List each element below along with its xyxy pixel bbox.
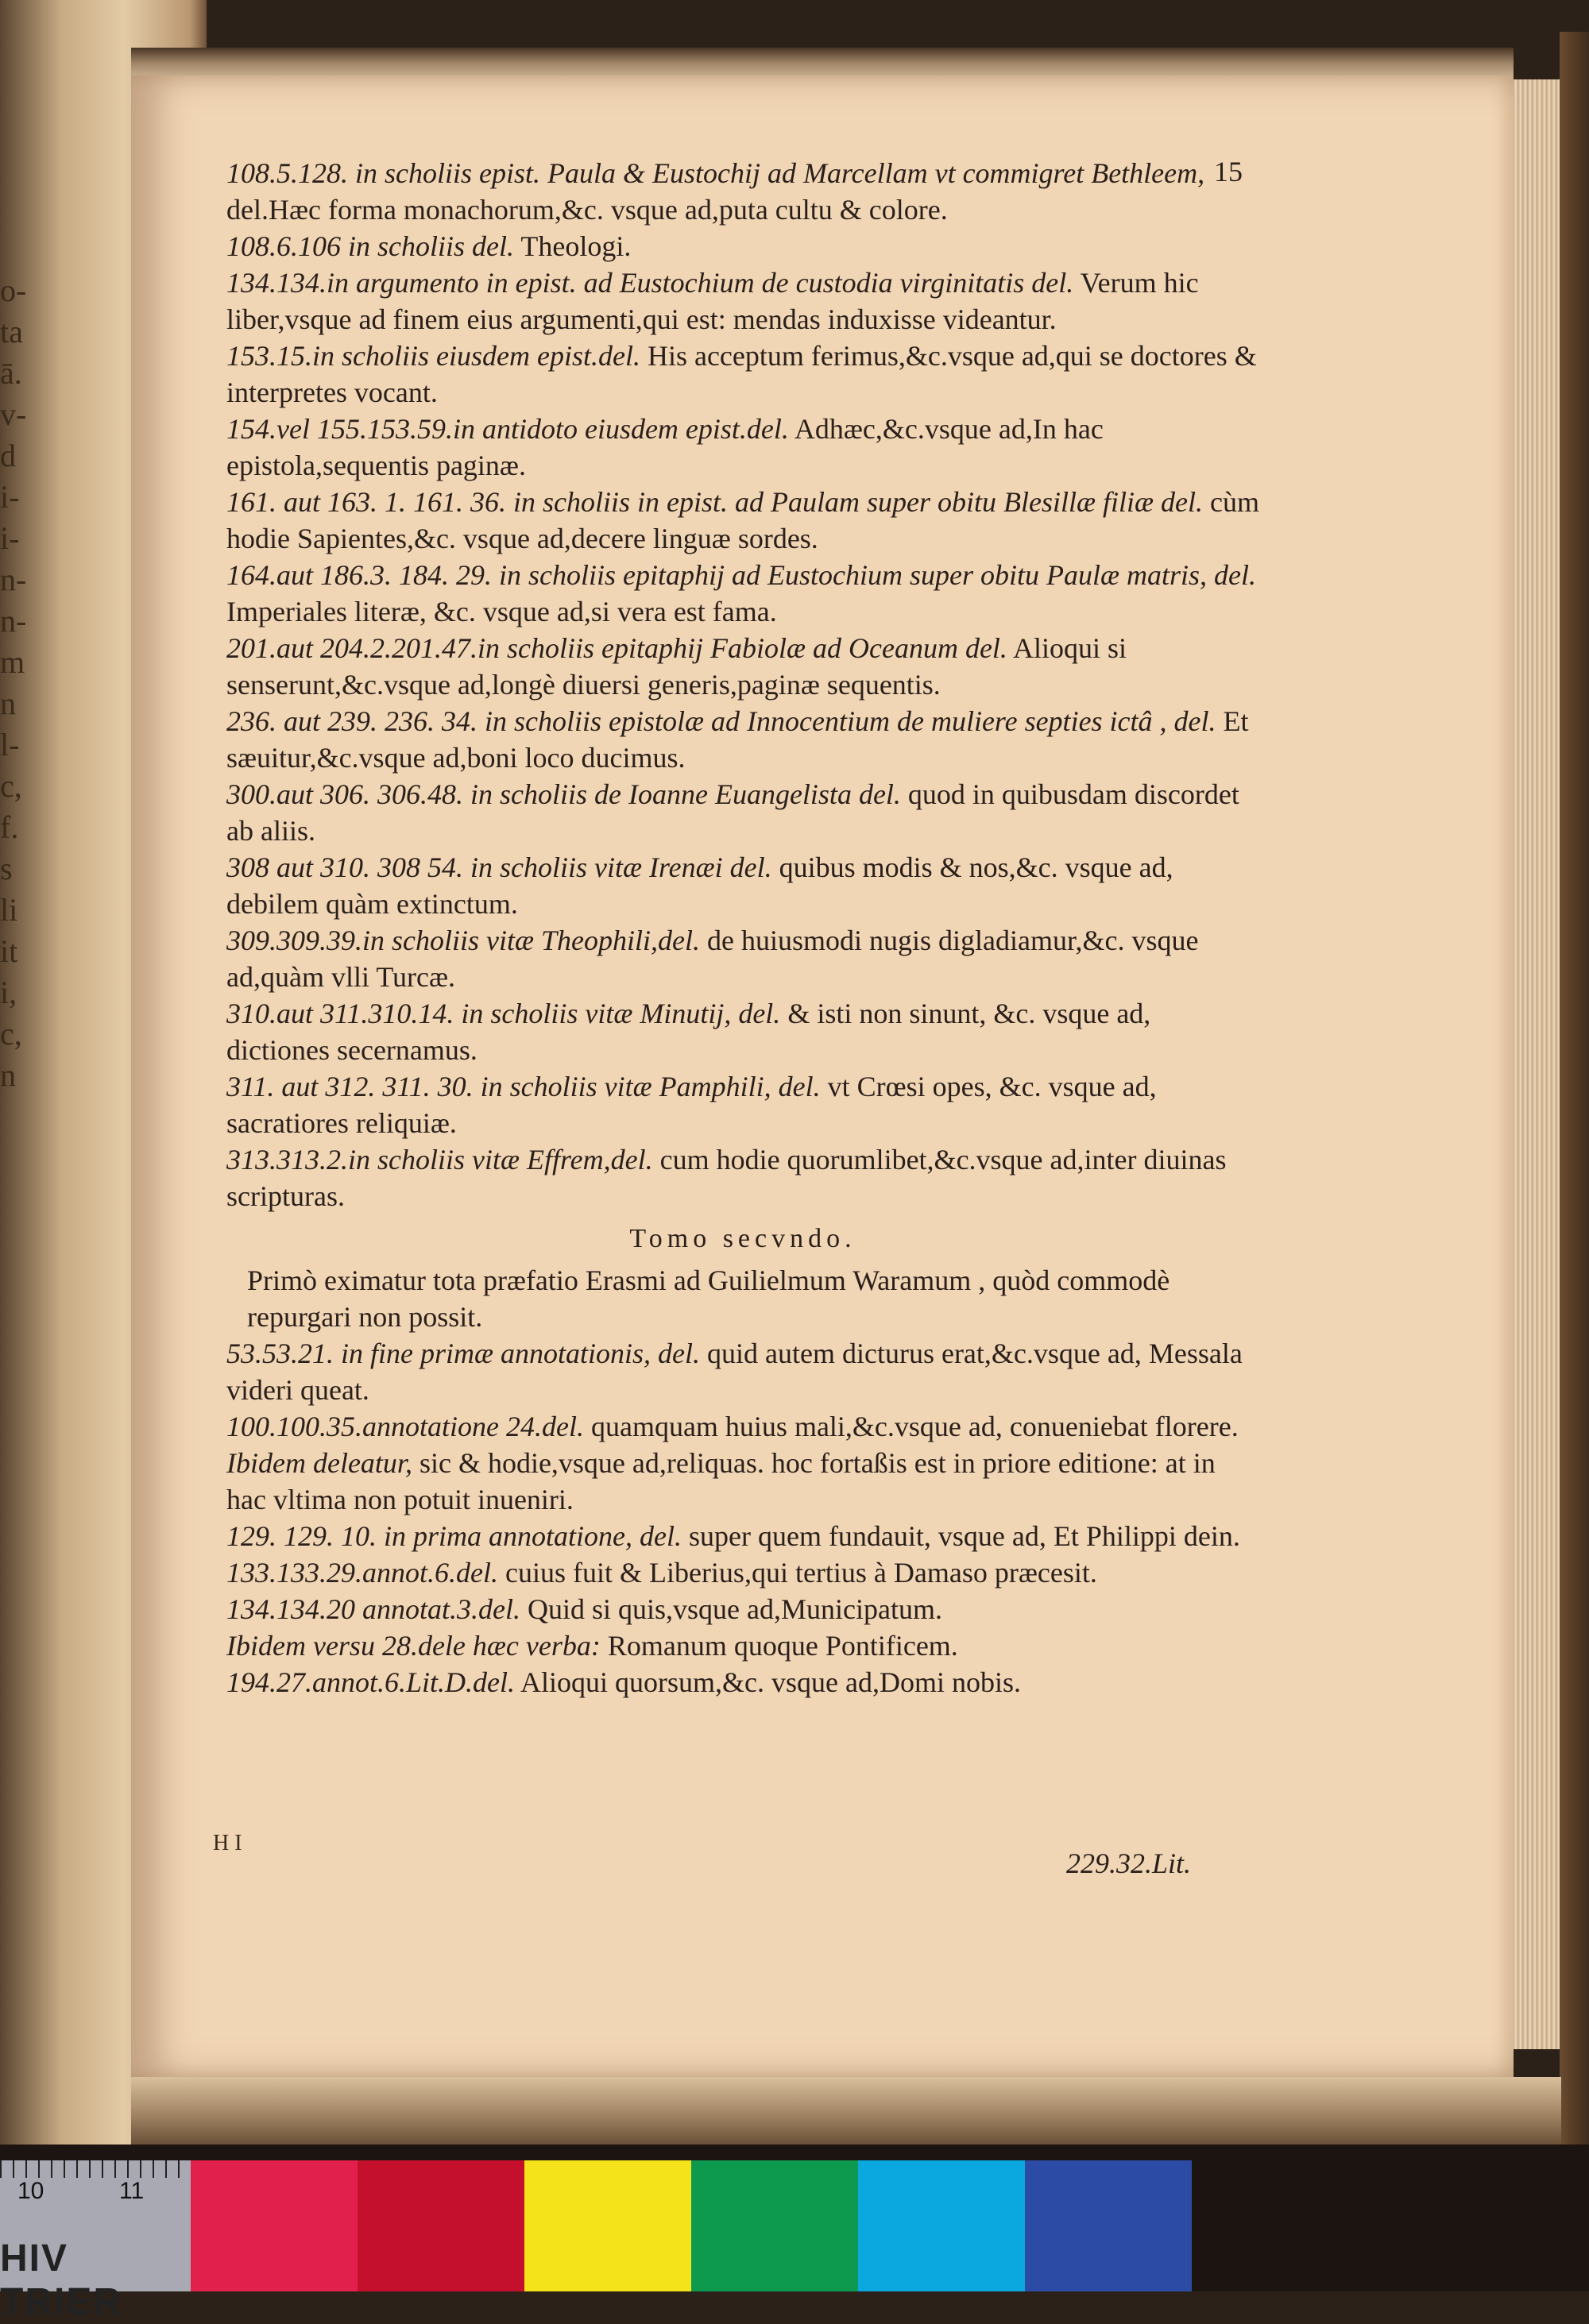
errata-entry	[226, 338, 1259, 411]
entry-reference: 308 aut 310. 308 54. in scholiis vitæ Irenæi del.	[226, 851, 772, 883]
color-patch	[191, 2160, 358, 2291]
facing-page-fragment: ta	[0, 314, 23, 349]
entry-text: Verum hic liber,vsque ad finem eius argumenti,qui est: mendas induxisse videantur.	[226, 267, 1199, 335]
entry-reference: Ibidem deleatur,	[226, 1447, 412, 1479]
entry-text: cùm hodie Sapientes,&c. vsque ad,decere linguæ sordes.	[226, 486, 1259, 554]
tomo-secundo-entries	[226, 1335, 1259, 1701]
errata-entry	[226, 1068, 1259, 1141]
errata-entry	[226, 630, 1259, 703]
entry-text: Alioqui quorsum,&c. vsque ad,Domi nobis.	[520, 1666, 1021, 1698]
errata-entry	[226, 849, 1259, 922]
measurement-ruler	[0, 2160, 191, 2323]
errata-entry	[226, 557, 1259, 630]
facing-page-fragment: i-	[0, 520, 20, 556]
facing-page-fragment: l-	[0, 727, 20, 762]
ruler-number: 10	[17, 2178, 44, 2204]
entry-text: del.Hæc forma monachorum,&c. vsque ad,puta cultu & colore.	[226, 194, 948, 226]
facing-page-fragment: v-	[0, 396, 27, 432]
entry-text: Theologi.	[520, 230, 632, 262]
page-bottom-edge	[131, 2077, 1561, 2144]
facing-page-fragment: li	[0, 892, 18, 928]
facing-page-fragment: f.	[0, 809, 19, 845]
entry-text: vt Crœsi opes, &c. vsque ad, sacratiores reliquiæ.	[226, 1071, 1157, 1139]
archive-label: HIV TRIER	[0, 2237, 122, 2323]
facing-page-fragment: it	[0, 933, 18, 969]
facing-page-fragments	[0, 270, 32, 1859]
entry-reference: 161. aut 163. 1. 161. 36. in scholiis in epist. ad Paulam super obitu Blesillæ filiæ del.	[226, 486, 1203, 518]
entry-reference: 129. 129. 10. in prima annotatione, del.	[226, 1520, 682, 1552]
errata-entry	[226, 228, 1259, 264]
entry-reference: 201.aut 204.2.201.47.in scholiis epitaphij Fabiolæ ad Oceanum del.	[226, 632, 1007, 664]
facing-page-fragment: o-	[0, 272, 27, 308]
entry-reference: 236. aut 239. 236. 34. in scholiis epistolæ ad Innocentium de muliere septies ictâ , del.	[226, 705, 1216, 737]
color-patch	[524, 2160, 691, 2291]
entry-reference: 100.100.35.annotatione 24.del.	[226, 1411, 584, 1442]
entry-text: sic & hodie,vsque ad,reliquas. hoc fortaßis est in priore editione: at in hac vltima non potuit inueniri.	[226, 1447, 1216, 1515]
entry-reference: 108.6.106 in scholiis del.	[226, 230, 514, 262]
page-number: 15	[1214, 156, 1243, 187]
entry-reference: Ibidem versu 28.dele hæc verba:	[226, 1630, 601, 1662]
errata-entry	[226, 264, 1259, 338]
errata-text-block	[226, 155, 1259, 1701]
facing-page-fragment: i,	[0, 975, 17, 1010]
facing-page-fragment: c,	[0, 768, 22, 804]
entry-text: Quid si quis,vsque ad,Municipatum.	[527, 1593, 942, 1625]
entry-text: Romanum quoque Pontificem.	[607, 1630, 958, 1662]
errata-entry	[226, 995, 1259, 1068]
facing-page-fragment: c,	[0, 1016, 22, 1052]
errata-entry	[226, 1554, 1259, 1591]
facing-page-fragment: d	[0, 438, 16, 473]
ruler-ticks	[0, 2160, 191, 2178]
color-patch	[358, 2160, 524, 2291]
ruler-number: 11	[119, 2178, 145, 2204]
errata-entry	[226, 1408, 1259, 1445]
errata-entry	[226, 922, 1259, 995]
entry-reference: 134.134.in argumento in epist. ad Eustochium de custodia virginitatis del.	[226, 267, 1074, 299]
color-patch	[858, 2160, 1025, 2291]
entry-text: cum hodie quorumlibet,&c.vsque ad,inter diuinas scripturas.	[226, 1144, 1227, 1212]
entry-text: quibus modis & nos,&c. vsque ad, debilem quàm extinctum.	[226, 851, 1173, 920]
entry-text: cuius fuit & Liberius,qui tertius à Damaso præcesit.	[505, 1557, 1097, 1589]
preface-note: Primò eximatur tota præfatio Erasmi ad Guilielmum Waramum , quòd commodè repurgari non possit.	[247, 1264, 1170, 1333]
errata-entry	[226, 1445, 1259, 1518]
errata-entry	[226, 776, 1259, 849]
entry-text: Alioqui si senserunt,&c.vsque ad,longè diuersi generis,paginæ sequentis.	[226, 632, 1127, 701]
facing-page-fragment: n-	[0, 562, 27, 597]
section-heading: Tomo secvndo.	[629, 1224, 856, 1253]
errata-entry	[226, 1627, 1259, 1664]
facing-page-fragment: i-	[0, 479, 20, 515]
errata-entry	[226, 703, 1259, 776]
facing-page-fragment: n-	[0, 603, 27, 639]
entry-reference: 311. aut 312. 311. 30. in scholiis vitæ Pamphili, del.	[226, 1071, 821, 1102]
entry-text: quod in quibusdam discordet ab aliis.	[226, 778, 1239, 847]
errata-entry	[226, 1518, 1259, 1554]
facing-page-fragment: n	[0, 685, 16, 721]
signature-mark: H I	[213, 1831, 242, 1855]
entry-reference: 154.vel 155.153.59.in antidoto eiusdem epist.del.	[226, 413, 789, 445]
entry-text: Imperiales literæ, &c. vsque ad,si vera est fama.	[226, 596, 777, 627]
entry-text: quamquam huius mali,&c.vsque ad, conueniebat florere.	[590, 1411, 1239, 1442]
entry-text: de huiusmodi nugis digladiamur,&c. vsque ad,quàm vlli Turcæ.	[226, 925, 1199, 993]
facing-page-fragment: ā.	[0, 355, 22, 391]
catchword: 229.32.Lit.	[1066, 1847, 1192, 1879]
entry-text: quid autem dicturus erat,&c.vsque ad, Messala videri queat.	[226, 1338, 1243, 1406]
entry-reference: 194.27.annot.6.Lit.D.del.	[226, 1666, 516, 1698]
entry-text: super quem fundauit, vsque ad, Et Philippi dein.	[688, 1520, 1240, 1552]
entry-reference: 53.53.21. in fine primæ annotationis, del.	[226, 1338, 701, 1369]
entry-reference: 133.133.29.annot.6.del.	[226, 1557, 498, 1589]
entry-reference: 300.aut 306. 306.48. in scholiis de Ioanne Euangelista del.	[226, 778, 901, 810]
entry-text: & isti non sinunt, &c. vsque ad, dictiones secernamus.	[226, 998, 1151, 1066]
errata-entry	[226, 1591, 1259, 1627]
errata-entry	[226, 484, 1259, 557]
entry-reference: 310.aut 311.310.14. in scholiis vitæ Minutij, del.	[226, 998, 781, 1029]
errata-entry	[226, 1664, 1259, 1701]
color-patch	[691, 2160, 858, 2291]
errata-entry	[226, 155, 1259, 228]
facing-page-fragment: m	[0, 644, 25, 680]
entry-text: Et sæuitur,&c.vsque ad,boni loco ducimus.	[226, 705, 1249, 774]
entry-text: Adhæc,&c.vsque ad,In hac epistola,sequentis paginæ.	[226, 413, 1104, 481]
entry-reference: 153.15.in scholiis eiusdem epist.del.	[226, 340, 640, 372]
entry-reference: 309.309.39.in scholiis vitæ Theophili,del.	[226, 925, 700, 956]
color-patch	[1025, 2160, 1192, 2291]
errata-entry	[226, 411, 1259, 484]
entry-text: His acceptum ferimus,&c.vsque ad,qui se doctores & interpretes vocant.	[226, 340, 1257, 408]
facing-page-fragment: s	[0, 851, 13, 886]
page-fore-edge	[1514, 79, 1560, 2049]
facing-page-fragment: n	[0, 1057, 16, 1093]
tomo-primo-entries	[226, 155, 1259, 1214]
entry-reference: 134.134.20 annotat.3.del.	[226, 1593, 520, 1625]
entry-reference: 164.aut 186.3. 184. 29. in scholiis epitaphij ad Eustochium super obitu Paulæ matris, del.	[226, 559, 1256, 591]
entry-reference: 313.313.2.in scholiis vitæ Effrem,del.	[226, 1144, 653, 1176]
entry-reference: 108.5.128. in scholiis epist. Paula & Eustochij ad Marcellam vt commigret Bethleem,	[226, 157, 1205, 189]
errata-entry	[226, 1141, 1259, 1214]
errata-entry	[226, 1335, 1259, 1408]
book-cover-edge	[1560, 32, 1589, 2144]
